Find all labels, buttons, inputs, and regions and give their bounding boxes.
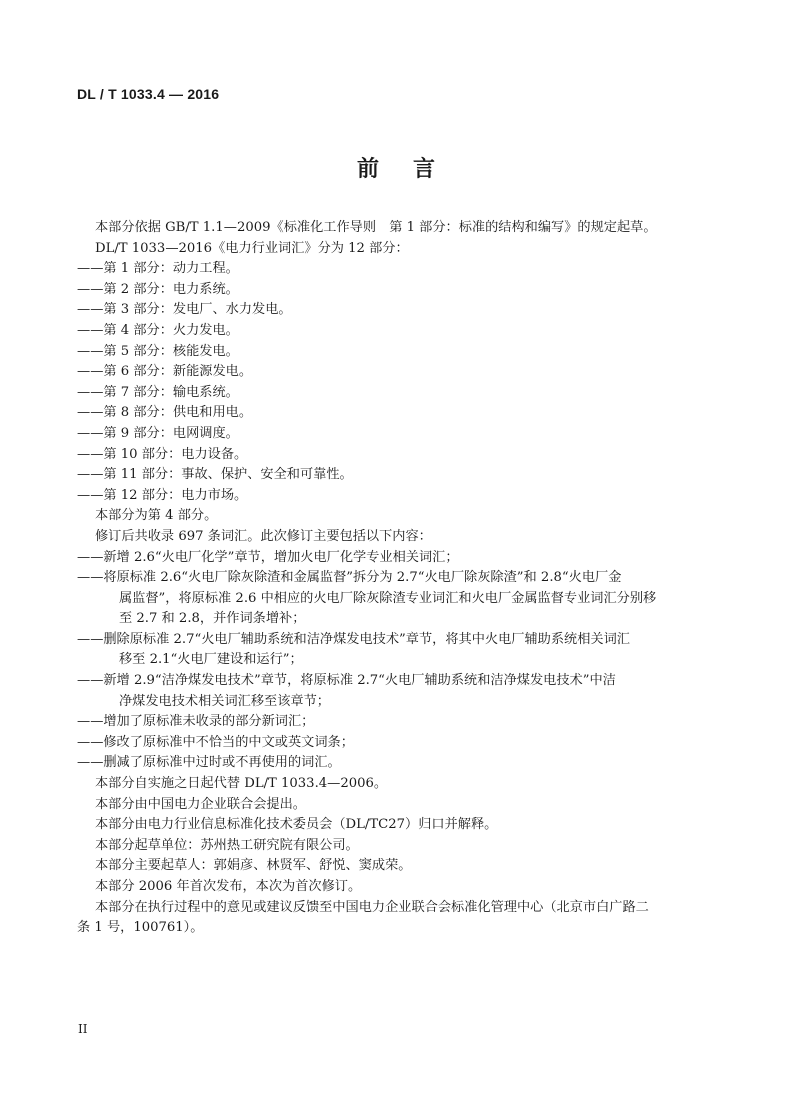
paragraph-line: DL/T 1033—2016《电力行业词汇》分为 12 部分： <box>95 240 409 256</box>
paragraph-line: 本部分 2006 年首次发布，本次为首次修订。 <box>95 879 362 894</box>
paragraph-line: 本部分起草单位：苏州热工研究院有限公司。 <box>95 837 359 853</box>
list-item: ——第 4 部分：火力发电。 <box>77 322 239 338</box>
list-item: ——修改了原标准中不恰当的中文或英文词条； <box>77 734 354 750</box>
list-item: ——第 2 部分：电力系统。 <box>77 281 239 297</box>
list-item: ——第 6 部分：新能源发电。 <box>77 364 253 380</box>
list-item: ——第 10 部分：电力设备。 <box>77 446 248 462</box>
list-item: ——第 7 部分：输电系统。 <box>77 384 239 400</box>
page-number: II <box>78 1022 88 1036</box>
paragraph-line: 条 1 号，100761）。 <box>77 920 204 936</box>
paragraph-line: 本部分由中国电力企业联合会提出。 <box>95 796 306 812</box>
list-item: ——将原标准 2.6“火电厂除灰除渣和金属监督”拆分为 2.7“火电厂除灰除渣”和 2.8“火电厂金 <box>77 570 622 586</box>
list-item: ——新增 2.6“火电厂化学”章节，增加火电厂化学专业相关词汇； <box>77 549 459 565</box>
list-item: ——第 1 部分：动力工程。 <box>77 261 239 277</box>
list-item: ——第 9 部分：电网调度。 <box>77 425 239 441</box>
paragraph-line: 本部分自实施之日起代替 DL/T 1033.4—2006。 <box>95 776 388 792</box>
paragraph-line: 本部分依据 GB/T 1.1—2009《标准化工作导则 第 1 部分：标准的结构和编写》的规定起草。 <box>95 220 657 235</box>
paragraph-line: 本部分在执行过程中的意见或建议反馈至中国电力企业联合会标准化管理中心（北京市白广路二 <box>95 899 649 915</box>
list-item-continuation: 移至 2.1“火电厂建设和运行”； <box>119 652 303 668</box>
list-item: ——第 12 部分：电力市场。 <box>77 487 248 503</box>
list-item: ——增加了原标准未收录的部分新词汇； <box>77 714 315 730</box>
title-char: 言 <box>413 157 436 182</box>
list-item: ——第 5 部分：核能发电。 <box>77 343 239 359</box>
list-item: ——删除原标准 2.7“火电厂辅助系统和洁净煤发电技术”章节，将其中火电厂辅助系统相关词汇 <box>77 631 630 647</box>
list-item: ——第 11 部分：事故、保护、安全和可靠性。 <box>77 467 353 483</box>
list-item: ——第 3 部分：发电厂、水力发电。 <box>77 302 292 318</box>
page-title <box>0 152 792 183</box>
paragraph-line: 本部分由电力行业信息标准化技术委员会（DL/TC27）归口并解释。 <box>95 817 498 833</box>
document-code: DL / T 1033.4 — 2016 <box>77 86 220 102</box>
list-item-continuation: 净煤发电技术相关词汇移至该章节； <box>119 693 330 709</box>
title-char: 前 <box>356 157 379 182</box>
foreword-body <box>77 218 717 939</box>
list-item: ——第 8 部分：供电和用电。 <box>77 405 253 421</box>
paragraph-line: 本部分主要起草人：郭娟彦、林贤军、舒悦、窦成荣。 <box>95 858 412 874</box>
list-item: ——删减了原标准中过时或不再使用的词汇。 <box>77 755 341 771</box>
paragraph-line: 本部分为第 4 部分。 <box>95 508 218 524</box>
list-item-continuation: 属监督”，将原标准 2.6 中相应的火电厂除灰除渣专业词汇和火电厂金属监督专业词汇分别移 <box>119 590 657 606</box>
list-item-continuation: 至 2.7 和 2.8，并作词条增补； <box>119 611 306 627</box>
list-item: ——新增 2.9“洁净煤发电技术”章节，将原标准 2.7“火电厂辅助系统和洁净煤发电技术”中洁 <box>77 673 616 689</box>
paragraph-line: 修订后共收录 697 条词汇。此次修订主要包括以下内容： <box>95 528 432 544</box>
